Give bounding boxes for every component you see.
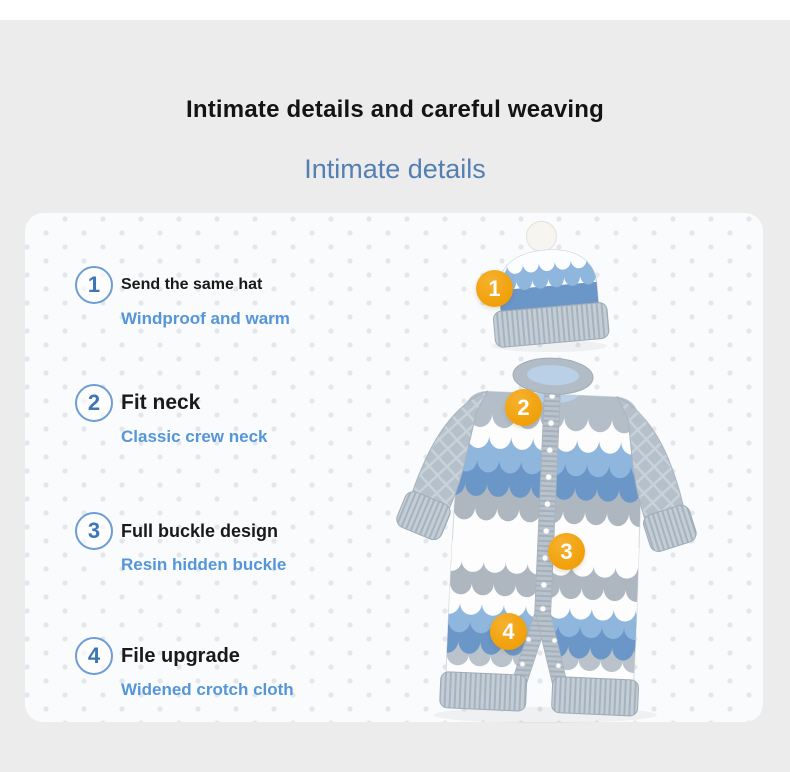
feature-title: Fit neck	[121, 391, 201, 414]
feature-desc: Resin hidden buckle	[121, 555, 287, 574]
callout-badge-buckle: 3	[548, 533, 585, 570]
product-illustration	[380, 210, 720, 725]
feature-item-neck	[75, 384, 267, 448]
callout-badge-neck: 2	[505, 389, 542, 426]
feature-title: Send the same hat	[121, 276, 263, 293]
page-subtitle: Intimate details	[304, 154, 486, 184]
page-title: Intimate details and careful weaving	[186, 96, 604, 123]
feature-desc: Widened crotch cloth	[121, 680, 294, 699]
callout-badge-crotch: 4	[490, 613, 527, 650]
top-white-strip	[0, 0, 790, 20]
feature-desc: Classic crew neck	[121, 427, 268, 446]
feature-number-circle: 3	[75, 512, 113, 550]
product-photo	[380, 210, 720, 725]
feature-number-circle: 4	[75, 637, 113, 675]
knit-romper-illustration	[386, 352, 706, 719]
feature-number-circle: 2	[75, 384, 113, 422]
callout-badge-hat: 1	[476, 270, 513, 307]
feature-title: Full buckle design	[121, 521, 279, 541]
feature-item-buckle	[75, 512, 286, 576]
feature-item-hat	[75, 266, 290, 330]
feature-title: File upgrade	[121, 645, 240, 667]
feature-item-crotch	[75, 637, 294, 701]
feature-number-circle: 1	[75, 266, 113, 304]
feature-desc: Windproof and warm	[121, 309, 290, 328]
